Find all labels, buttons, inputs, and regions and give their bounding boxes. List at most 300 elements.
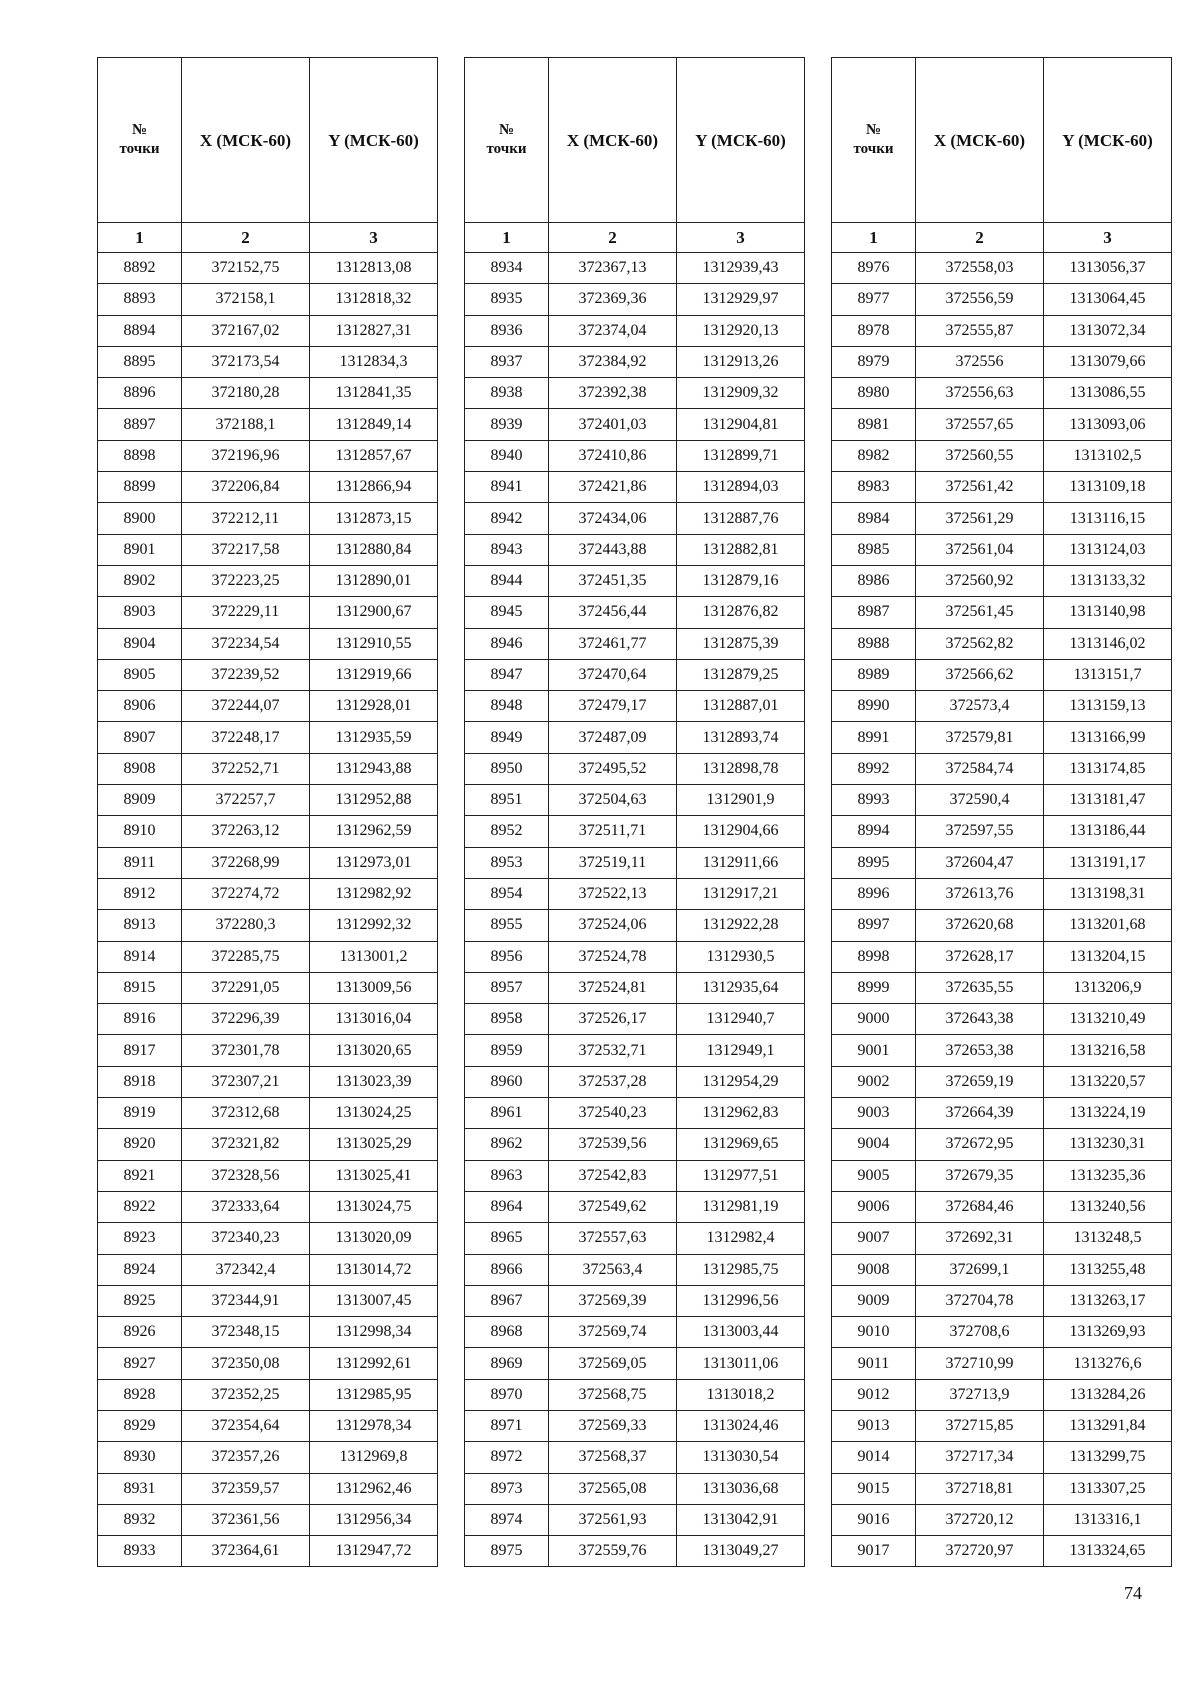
x-coordinate-cell: 372561,04 <box>916 534 1044 565</box>
point-number-cell: 8947 <box>465 659 549 690</box>
x-coordinate-cell: 372558,03 <box>916 253 1044 284</box>
y-coordinate-cell: 1313255,48 <box>1044 1254 1172 1285</box>
table-row <box>98 1223 438 1254</box>
point-number-cell: 8940 <box>465 440 549 471</box>
point-number-cell: 8931 <box>98 1473 182 1504</box>
table-row <box>465 597 805 628</box>
table-row <box>98 1066 438 1097</box>
y-coordinate-cell: 1313018,2 <box>677 1379 805 1410</box>
point-number-cell: 8998 <box>832 941 916 972</box>
point-number-cell: 8948 <box>465 691 549 722</box>
x-coordinate-cell: 372470,64 <box>549 659 677 690</box>
y-coordinate-header: Y (МСК-60) <box>310 58 438 223</box>
x-coordinate-cell: 372354,64 <box>182 1410 310 1441</box>
table-body <box>465 253 805 1567</box>
table-row <box>465 440 805 471</box>
point-number-cell: 8944 <box>465 565 549 596</box>
x-coordinate-cell: 372301,78 <box>182 1035 310 1066</box>
x-coordinate-cell: 372257,7 <box>182 785 310 816</box>
point-number-cell: 8969 <box>465 1348 549 1379</box>
x-coordinate-cell: 372296,39 <box>182 1004 310 1035</box>
y-coordinate-cell: 1313216,58 <box>1044 1035 1172 1066</box>
table-row <box>832 847 1172 878</box>
table-row <box>465 1035 805 1066</box>
point-number-cell: 9001 <box>832 1035 916 1066</box>
point-number-cell: 8987 <box>832 597 916 628</box>
table-row <box>98 1536 438 1567</box>
x-coordinate-cell: 372569,39 <box>549 1285 677 1316</box>
point-number-cell: 9002 <box>832 1066 916 1097</box>
table-row <box>832 1410 1172 1441</box>
point-number-cell: 9007 <box>832 1223 916 1254</box>
table-row <box>832 753 1172 784</box>
x-coordinate-cell: 372519,11 <box>549 847 677 878</box>
point-number-cell: 8892 <box>98 253 182 284</box>
table-row <box>832 1160 1172 1191</box>
point-number-cell: 8898 <box>98 440 182 471</box>
y-coordinate-cell: 1313030,54 <box>677 1442 805 1473</box>
table-row <box>832 565 1172 596</box>
x-coordinate-cell: 372392,38 <box>549 378 677 409</box>
point-number-cell: 8923 <box>98 1223 182 1254</box>
y-coordinate-cell: 1312911,66 <box>677 847 805 878</box>
table-row <box>832 878 1172 909</box>
coordinates-table-3 <box>831 57 1172 1567</box>
table-row <box>832 1317 1172 1348</box>
column-index-3: 3 <box>677 223 805 253</box>
y-coordinate-cell: 1312981,19 <box>677 1191 805 1222</box>
table-row <box>98 1191 438 1222</box>
y-coordinate-cell: 1313016,04 <box>310 1004 438 1035</box>
point-number-cell: 8989 <box>832 659 916 690</box>
x-coordinate-cell: 372561,42 <box>916 472 1044 503</box>
y-coordinate-cell: 1312930,5 <box>677 941 805 972</box>
x-coordinate-cell: 372713,9 <box>916 1379 1044 1410</box>
point-number-cell: 8899 <box>98 472 182 503</box>
y-coordinate-cell: 1313146,02 <box>1044 628 1172 659</box>
x-coordinate-cell: 372537,28 <box>549 1066 677 1097</box>
y-coordinate-cell: 1312890,01 <box>310 565 438 596</box>
x-coordinate-cell: 372643,38 <box>916 1004 1044 1035</box>
point-number-cell: 8922 <box>98 1191 182 1222</box>
point-number-cell: 8924 <box>98 1254 182 1285</box>
table-row <box>465 628 805 659</box>
x-coordinate-cell: 372715,85 <box>916 1410 1044 1441</box>
table-row <box>98 659 438 690</box>
x-coordinate-cell: 372653,38 <box>916 1035 1044 1066</box>
table-row <box>832 1504 1172 1535</box>
point-number-cell: 8910 <box>98 816 182 847</box>
table-row <box>832 440 1172 471</box>
y-coordinate-cell: 1312879,25 <box>677 659 805 690</box>
x-coordinate-cell: 372180,28 <box>182 378 310 409</box>
table-row <box>98 972 438 1003</box>
table-row <box>465 1317 805 1348</box>
point-number-cell: 8914 <box>98 941 182 972</box>
y-coordinate-cell: 1312917,21 <box>677 878 805 909</box>
x-coordinate-cell: 372384,92 <box>549 346 677 377</box>
table-row <box>98 1504 438 1535</box>
point-number-cell: 8918 <box>98 1066 182 1097</box>
y-coordinate-cell: 1312969,8 <box>310 1442 438 1473</box>
x-coordinate-cell: 372562,82 <box>916 628 1044 659</box>
point-number-cell: 8988 <box>832 628 916 659</box>
table-row <box>465 1098 805 1129</box>
column-index-1: 1 <box>465 223 549 253</box>
x-coordinate-cell: 372568,37 <box>549 1442 677 1473</box>
x-coordinate-cell: 372421,86 <box>549 472 677 503</box>
table-row <box>465 409 805 440</box>
y-coordinate-cell: 1312969,65 <box>677 1129 805 1160</box>
table-row <box>465 1442 805 1473</box>
table-row <box>832 941 1172 972</box>
point-number-cell: 8915 <box>98 972 182 1003</box>
table-row <box>98 378 438 409</box>
x-coordinate-cell: 372566,62 <box>916 659 1044 690</box>
x-coordinate-cell: 372359,57 <box>182 1473 310 1504</box>
table-row <box>832 378 1172 409</box>
point-number-cell: 9017 <box>832 1536 916 1567</box>
point-number-cell: 8934 <box>465 253 549 284</box>
y-coordinate-cell: 1313124,03 <box>1044 534 1172 565</box>
point-number-cell: 9013 <box>832 1410 916 1441</box>
table-row <box>832 1473 1172 1504</box>
x-coordinate-cell: 372312,68 <box>182 1098 310 1129</box>
x-coordinate-cell: 372504,63 <box>549 785 677 816</box>
y-coordinate-cell: 1312985,75 <box>677 1254 805 1285</box>
table-row <box>832 1536 1172 1567</box>
x-coordinate-cell: 372348,15 <box>182 1317 310 1348</box>
table-row <box>465 847 805 878</box>
y-coordinate-cell: 1313025,41 <box>310 1160 438 1191</box>
table-row <box>465 565 805 596</box>
table-row <box>98 534 438 565</box>
point-number-cell: 8937 <box>465 346 549 377</box>
table-row <box>98 565 438 596</box>
x-coordinate-cell: 372692,31 <box>916 1223 1044 1254</box>
y-coordinate-cell: 1312992,61 <box>310 1348 438 1379</box>
coordinates-table-2 <box>464 57 805 1567</box>
table-row <box>465 659 805 690</box>
table-row <box>465 1504 805 1535</box>
point-number-cell: 8900 <box>98 503 182 534</box>
y-coordinate-cell: 1313248,5 <box>1044 1223 1172 1254</box>
x-coordinate-cell: 372357,26 <box>182 1442 310 1473</box>
x-coordinate-cell: 372285,75 <box>182 941 310 972</box>
y-coordinate-cell: 1312920,13 <box>677 315 805 346</box>
y-coordinate-cell: 1313263,17 <box>1044 1285 1172 1316</box>
y-coordinate-cell: 1313269,93 <box>1044 1317 1172 1348</box>
x-coordinate-cell: 372635,55 <box>916 972 1044 1003</box>
point-number-header: № точки <box>832 58 916 223</box>
y-coordinate-cell: 1313036,68 <box>677 1473 805 1504</box>
table-row <box>98 1285 438 1316</box>
x-coordinate-cell: 372561,93 <box>549 1504 677 1535</box>
table-row <box>832 1348 1172 1379</box>
point-number-cell: 8958 <box>465 1004 549 1035</box>
x-coordinate-cell: 372401,03 <box>549 409 677 440</box>
point-number-cell: 9004 <box>832 1129 916 1160</box>
table-row <box>832 1379 1172 1410</box>
y-coordinate-cell: 1312973,01 <box>310 847 438 878</box>
point-number-cell: 8957 <box>465 972 549 1003</box>
x-coordinate-cell: 372344,91 <box>182 1285 310 1316</box>
y-coordinate-cell: 1313220,57 <box>1044 1066 1172 1097</box>
y-coordinate-cell: 1312956,34 <box>310 1504 438 1535</box>
table-row <box>465 503 805 534</box>
y-coordinate-cell: 1312866,94 <box>310 472 438 503</box>
x-coordinate-cell: 372557,65 <box>916 409 1044 440</box>
y-coordinate-cell: 1312827,31 <box>310 315 438 346</box>
x-coordinate-cell: 372291,05 <box>182 972 310 1003</box>
point-number-cell: 8906 <box>98 691 182 722</box>
x-coordinate-cell: 372461,77 <box>549 628 677 659</box>
point-number-cell: 8970 <box>465 1379 549 1410</box>
x-coordinate-cell: 372212,11 <box>182 503 310 534</box>
y-coordinate-cell: 1313204,15 <box>1044 941 1172 972</box>
y-coordinate-cell: 1312922,28 <box>677 910 805 941</box>
x-coordinate-cell: 372604,47 <box>916 847 1044 878</box>
point-number-cell: 8992 <box>832 753 916 784</box>
point-number-cell: 8966 <box>465 1254 549 1285</box>
table-row <box>465 1004 805 1035</box>
y-coordinate-cell: 1312818,32 <box>310 284 438 315</box>
point-number-cell: 8928 <box>98 1379 182 1410</box>
table-row <box>98 722 438 753</box>
y-coordinate-cell: 1312940,7 <box>677 1004 805 1035</box>
table-row <box>465 1536 805 1567</box>
y-coordinate-cell: 1313007,45 <box>310 1285 438 1316</box>
x-coordinate-cell: 372223,25 <box>182 565 310 596</box>
point-number-cell: 8968 <box>465 1317 549 1348</box>
column-index-2: 2 <box>916 223 1044 253</box>
table-row <box>98 346 438 377</box>
x-coordinate-cell: 372217,58 <box>182 534 310 565</box>
table-row <box>98 878 438 909</box>
table-row <box>98 503 438 534</box>
y-coordinate-cell: 1312985,95 <box>310 1379 438 1410</box>
y-coordinate-cell: 1313020,09 <box>310 1223 438 1254</box>
table-row <box>98 1317 438 1348</box>
y-coordinate-cell: 1312849,14 <box>310 409 438 440</box>
table-row <box>832 1285 1172 1316</box>
x-coordinate-cell: 372565,08 <box>549 1473 677 1504</box>
table-row <box>465 315 805 346</box>
y-coordinate-cell: 1312992,32 <box>310 910 438 941</box>
x-coordinate-cell: 372152,75 <box>182 253 310 284</box>
x-coordinate-cell: 372569,74 <box>549 1317 677 1348</box>
x-coordinate-cell: 372584,74 <box>916 753 1044 784</box>
x-coordinate-cell: 372328,56 <box>182 1160 310 1191</box>
point-number-cell: 8994 <box>832 816 916 847</box>
table-row <box>832 284 1172 315</box>
table-row <box>98 409 438 440</box>
point-number-cell: 8926 <box>98 1317 182 1348</box>
y-coordinate-cell: 1313133,32 <box>1044 565 1172 596</box>
point-number-cell: 8925 <box>98 1285 182 1316</box>
x-coordinate-cell: 372487,09 <box>549 722 677 753</box>
table-row <box>832 1254 1172 1285</box>
x-coordinate-cell: 372252,71 <box>182 753 310 784</box>
point-number-cell: 8905 <box>98 659 182 690</box>
point-number-cell: 8961 <box>465 1098 549 1129</box>
point-number-cell: 8939 <box>465 409 549 440</box>
x-coordinate-cell: 372158,1 <box>182 284 310 315</box>
x-coordinate-cell: 372684,46 <box>916 1191 1044 1222</box>
table-row <box>465 1160 805 1191</box>
x-coordinate-cell: 372720,12 <box>916 1504 1044 1535</box>
point-number-cell: 8907 <box>98 722 182 753</box>
table-row <box>98 785 438 816</box>
x-coordinate-cell: 372579,81 <box>916 722 1044 753</box>
x-coordinate-cell: 372342,4 <box>182 1254 310 1285</box>
y-coordinate-cell: 1312982,92 <box>310 878 438 909</box>
y-coordinate-cell: 1313174,85 <box>1044 753 1172 784</box>
y-coordinate-header: Y (МСК-60) <box>677 58 805 223</box>
x-coordinate-header: X (МСК-60) <box>182 58 310 223</box>
x-coordinate-cell: 372560,92 <box>916 565 1044 596</box>
table-row <box>465 534 805 565</box>
table-row <box>465 691 805 722</box>
table-row <box>98 1348 438 1379</box>
x-coordinate-cell: 372659,19 <box>916 1066 1044 1097</box>
x-coordinate-cell: 372456,44 <box>549 597 677 628</box>
column-index-3: 3 <box>1044 223 1172 253</box>
point-number-cell: 8974 <box>465 1504 549 1535</box>
y-coordinate-cell: 1312939,43 <box>677 253 805 284</box>
point-number-cell: 8932 <box>98 1504 182 1535</box>
point-number-cell: 8896 <box>98 378 182 409</box>
x-coordinate-cell: 372522,13 <box>549 878 677 909</box>
y-coordinate-cell: 1312904,81 <box>677 409 805 440</box>
point-number-cell: 8960 <box>465 1066 549 1097</box>
table-row <box>465 816 805 847</box>
table-row <box>465 253 805 284</box>
point-number-cell: 9010 <box>832 1317 916 1348</box>
x-coordinate-cell: 372263,12 <box>182 816 310 847</box>
point-number-cell: 8936 <box>465 315 549 346</box>
table-row <box>832 691 1172 722</box>
table-row <box>98 284 438 315</box>
table-row <box>98 440 438 471</box>
point-number-cell: 9006 <box>832 1191 916 1222</box>
table-row <box>832 816 1172 847</box>
y-coordinate-cell: 1312928,01 <box>310 691 438 722</box>
table-row <box>465 346 805 377</box>
y-coordinate-cell: 1313011,06 <box>677 1348 805 1379</box>
y-coordinate-cell: 1312813,08 <box>310 253 438 284</box>
y-coordinate-cell: 1312875,39 <box>677 628 805 659</box>
point-number-cell: 9015 <box>832 1473 916 1504</box>
x-coordinate-cell: 372559,76 <box>549 1536 677 1567</box>
point-number-cell: 8902 <box>98 565 182 596</box>
y-coordinate-cell: 1313079,66 <box>1044 346 1172 377</box>
point-number-cell: 9009 <box>832 1285 916 1316</box>
y-coordinate-cell: 1312887,01 <box>677 691 805 722</box>
point-number-cell: 9008 <box>832 1254 916 1285</box>
y-coordinate-cell: 1312901,9 <box>677 785 805 816</box>
y-coordinate-cell: 1313093,06 <box>1044 409 1172 440</box>
y-coordinate-cell: 1312909,32 <box>677 378 805 409</box>
point-number-cell: 8986 <box>832 565 916 596</box>
point-number-cell: 8972 <box>465 1442 549 1473</box>
table-row <box>98 941 438 972</box>
x-coordinate-cell: 372569,05 <box>549 1348 677 1379</box>
y-coordinate-cell: 1313024,75 <box>310 1191 438 1222</box>
point-number-cell: 8982 <box>832 440 916 471</box>
x-coordinate-cell: 372556,63 <box>916 378 1044 409</box>
point-number-cell: 8995 <box>832 847 916 878</box>
y-coordinate-cell: 1313210,49 <box>1044 1004 1172 1035</box>
point-number-header: № точки <box>98 58 182 223</box>
y-coordinate-cell: 1313291,84 <box>1044 1410 1172 1441</box>
y-coordinate-cell: 1312977,51 <box>677 1160 805 1191</box>
point-number-cell: 8964 <box>465 1191 549 1222</box>
x-coordinate-cell: 372561,45 <box>916 597 1044 628</box>
x-coordinate-cell: 372699,1 <box>916 1254 1044 1285</box>
y-coordinate-cell: 1312962,59 <box>310 816 438 847</box>
x-coordinate-cell: 372340,23 <box>182 1223 310 1254</box>
y-coordinate-cell: 1313235,36 <box>1044 1160 1172 1191</box>
y-coordinate-cell: 1313324,65 <box>1044 1536 1172 1567</box>
table-row <box>465 1379 805 1410</box>
x-coordinate-cell: 372244,07 <box>182 691 310 722</box>
x-coordinate-cell: 372557,63 <box>549 1223 677 1254</box>
point-number-header: № точки <box>465 58 549 223</box>
point-number-cell: 8938 <box>465 378 549 409</box>
x-coordinate-cell: 372613,76 <box>916 878 1044 909</box>
x-coordinate-cell: 372561,29 <box>916 503 1044 534</box>
point-number-cell: 8951 <box>465 785 549 816</box>
y-coordinate-cell: 1312919,66 <box>310 659 438 690</box>
page-number: 74 <box>1124 1583 1142 1603</box>
x-coordinate-cell: 372717,34 <box>916 1442 1044 1473</box>
column-index-3: 3 <box>310 223 438 253</box>
column-index-1: 1 <box>832 223 916 253</box>
x-coordinate-cell: 372229,11 <box>182 597 310 628</box>
y-coordinate-cell: 1312962,46 <box>310 1473 438 1504</box>
point-number-cell: 8933 <box>98 1536 182 1567</box>
table-row <box>832 1191 1172 1222</box>
table-row <box>98 1129 438 1160</box>
y-coordinate-cell: 1312910,55 <box>310 628 438 659</box>
table-row <box>98 1160 438 1191</box>
table-row <box>465 1285 805 1316</box>
table-row <box>465 472 805 503</box>
y-coordinate-cell: 1312998,34 <box>310 1317 438 1348</box>
table-row <box>465 1254 805 1285</box>
point-number-cell: 8965 <box>465 1223 549 1254</box>
table-row <box>465 1066 805 1097</box>
y-coordinate-cell: 1313042,91 <box>677 1504 805 1535</box>
y-coordinate-cell: 1313109,18 <box>1044 472 1172 503</box>
x-coordinate-cell: 372556,59 <box>916 284 1044 315</box>
y-coordinate-cell: 1313284,26 <box>1044 1379 1172 1410</box>
point-number-cell: 9014 <box>832 1442 916 1473</box>
point-number-cell: 8895 <box>98 346 182 377</box>
point-number-cell: 8943 <box>465 534 549 565</box>
y-coordinate-cell: 1313316,1 <box>1044 1504 1172 1535</box>
x-coordinate-cell: 372167,02 <box>182 315 310 346</box>
y-coordinate-cell: 1312879,16 <box>677 565 805 596</box>
table-row <box>832 628 1172 659</box>
point-number-cell: 8997 <box>832 910 916 941</box>
table-row <box>832 409 1172 440</box>
x-coordinate-header: X (МСК-60) <box>916 58 1044 223</box>
y-coordinate-cell: 1312978,34 <box>310 1410 438 1441</box>
point-number-cell: 8930 <box>98 1442 182 1473</box>
y-coordinate-cell: 1312954,29 <box>677 1066 805 1097</box>
